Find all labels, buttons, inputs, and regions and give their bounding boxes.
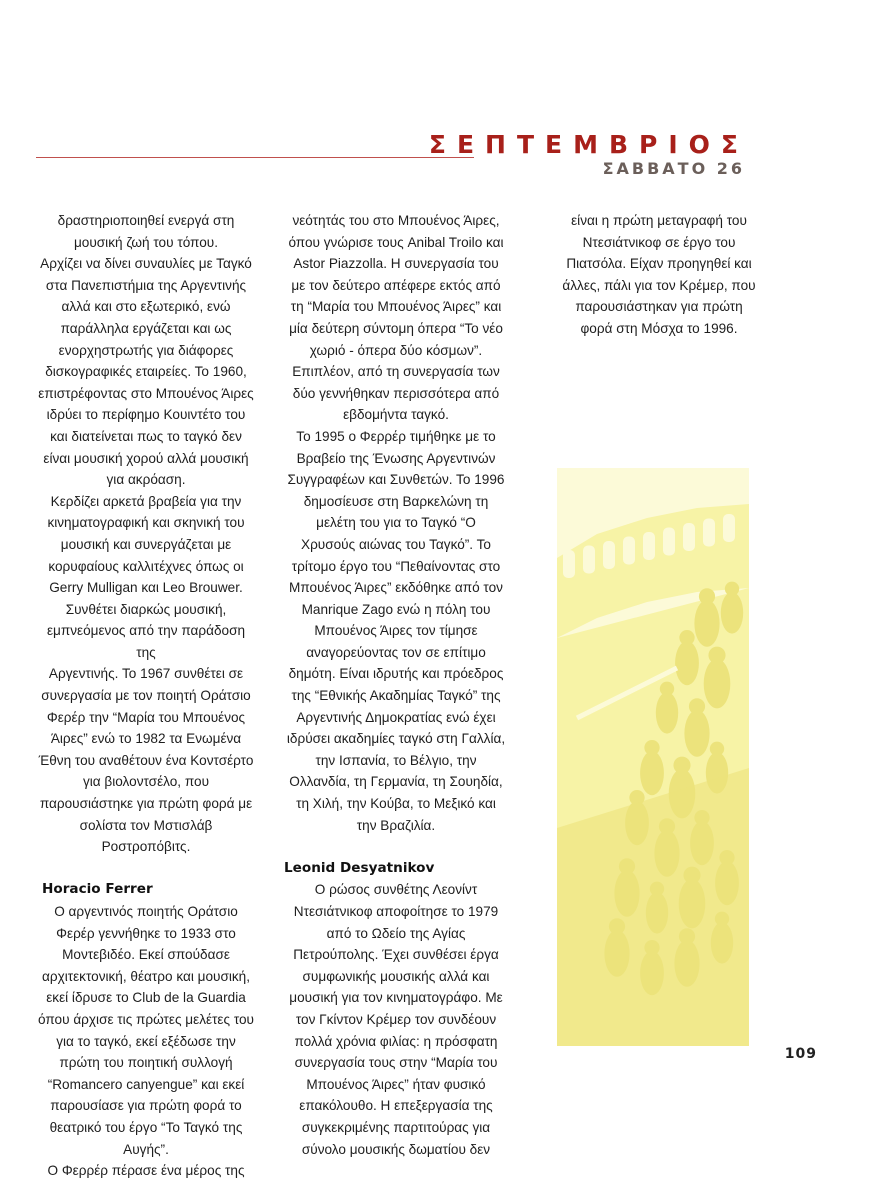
tinted-photo-illustration	[557, 468, 749, 1046]
text-line: Το 1995 ο Φερρέρ τιμήθηκε με το	[296, 428, 496, 444]
text-line: Ντεσιάτνικοφ αποφοίτησε το 1979	[293, 904, 499, 919]
text-line: δύο γεννήθηκαν περισσότερα από	[292, 385, 500, 401]
text-line: δημότη. Είναι ιδρυτής και πρόεδρος	[288, 666, 504, 682]
text-line: τη “Μαρία του Μπουένος Άιρες” και	[290, 299, 502, 315]
text-line: Μπουένος Άιρες τον τίμησε	[314, 623, 478, 639]
heading-leonid-desyatnikov: Leonid Desyatnikov	[284, 859, 435, 876]
text-line: Πετρούπολης. Έχει συνθέσει έργα	[293, 947, 499, 963]
photo-figure-body	[694, 600, 719, 647]
text-line: Μοντεβιδέο. Εκεί σπούδασε	[62, 947, 230, 963]
photo-arch-block	[583, 546, 595, 574]
text-line: συγκεκριμένης παρτιτούρας για	[301, 1119, 491, 1135]
text-line: Ο ρώσος συνθέτης Λεονίντ	[314, 882, 478, 898]
text-line: όπου γνώρισε τους Anibal Troilo και	[288, 234, 504, 250]
tango-photo-image	[557, 468, 749, 1046]
text-line: Manrique Zago ενώ η πόλη του	[301, 601, 491, 617]
text-line: με τον δεύτερο απέφερε εκτός από	[291, 277, 501, 293]
text-line: “Romancero canyengue” και εκεί	[47, 1076, 245, 1092]
text-line: Ολλανδία, τη Γερμανία, τη Σουηδία,	[289, 774, 503, 790]
text-line: τον Γκίντον Κρέμερ τον συνδέουν	[295, 1011, 497, 1027]
text-line: εμπνεόμενος από την παράδοση της	[46, 623, 246, 660]
text-line: για βιολοντσέλο, που	[82, 774, 210, 790]
text-line: Ντεσιάτνικοφ σε έργο του	[582, 234, 736, 250]
text-column-1	[37, 210, 255, 1182]
text-line: συνεργασία τους στην “Μαρία του	[294, 1055, 498, 1071]
text-line: ιδρύσει ακαδημίες ταγκό στη Γαλλία,	[286, 731, 506, 747]
photo-figure-body	[675, 641, 699, 685]
photo-figure-body	[721, 592, 743, 634]
text-line: Ροστροπόβιτς.	[101, 839, 191, 855]
text-line: Χρυσούς αιώνας του Ταγκό”. Το	[301, 536, 491, 552]
text-line: Ο αργεντινός ποιητής Οράτσιο	[54, 904, 238, 919]
text-line: και διατείνεται πως το ταγκό δεν	[50, 428, 242, 444]
text-line: από το Ωδείο της Αγίας	[326, 925, 466, 941]
text-line: φορά στη Μόσχα το 1996.	[580, 320, 738, 336]
text-line: ιδρύει το περίφημο Κουιντέτο του	[46, 407, 246, 423]
text-line: δισκογραφικές εταιρείες. Το 1960,	[45, 364, 247, 380]
text-line: δημοσίευσε στη Βαρκελώνη τη	[303, 493, 489, 509]
text-line: πολλά χρόνια φιλίας: η πρόσφατη	[294, 1033, 498, 1049]
text-line: Μπουένος Άιρες” ήταν φυσικό	[306, 1076, 486, 1092]
text-line: Ο Φερρέρ πέρασε ένα μέρος της	[47, 1163, 245, 1179]
text-column-3	[557, 210, 761, 340]
text-line: μουσική για τον κινηματογράφο. Με	[289, 990, 503, 1006]
text-line: δραστηριοποιηθεί ενεργά στη	[57, 213, 235, 228]
text-line: τρίτομο έργο του “Πεθαίνοντας στο	[291, 558, 501, 574]
text-line: μουσική ζωή του τόπου.	[73, 234, 219, 250]
text-line: Άιρες” ενώ το 1982 τα Ενωμένα	[50, 731, 242, 747]
text-line: συμφωνικής μουσικής αλλά και	[302, 968, 490, 984]
text-line: αλλά και στο εξωτερικό, ενώ	[61, 299, 231, 315]
photo-arch-block	[723, 514, 735, 542]
text-line: Αυγής”.	[123, 1141, 169, 1157]
text-line: όπου άρχισε τις πρώτες μελέτες του	[38, 1011, 254, 1027]
text-line: εκεί ίδρυσε το Club de la Guardia	[46, 990, 246, 1006]
text-line: παράλληλα εργάζεται και ως	[60, 320, 232, 336]
photo-arch-block	[563, 550, 575, 578]
text-line: στα Πανεπιστήμια της Αργεντινής	[45, 277, 247, 293]
text-line: Αρχίζει να δίνει συναυλίες με Ταγκό	[40, 256, 252, 272]
column-1-body	[37, 210, 255, 858]
text-line: σολίστα τον Μστισλάβ	[79, 817, 213, 833]
text-line: χωριό - όπερα δύο κόσμων”.	[309, 342, 483, 358]
photo-arch-block	[623, 537, 635, 565]
photo-arch-block	[643, 532, 655, 560]
text-line: σύνολο μουσικής δωματίου δεν	[301, 1141, 491, 1157]
text-line: της “Εθνικής Ακαδημίας Ταγκό” της	[291, 688, 501, 704]
photo-arch-block	[683, 523, 695, 551]
column-3-body	[557, 210, 761, 340]
text-line: Αργεντινής Δημοκρατίας ενώ έχει	[296, 709, 496, 725]
month-title: ΣΕΠΤΕΜΒΡΙΟΣ	[428, 130, 749, 159]
text-line: Επιπλέον, από τη συνεργασία των	[292, 364, 500, 380]
text-line: Φερέρ γεννήθηκε το 1933 στο	[56, 925, 236, 941]
text-line: πρώτη του ποιητική συλλογή	[59, 1055, 233, 1071]
text-line: αρχιτεκτονική, θέατρο και μουσική,	[41, 968, 250, 984]
text-line: είναι η πρώτη μεταγραφή του	[571, 213, 747, 228]
text-line: Πιατσόλα. Είχαν προηγηθεί και	[566, 256, 752, 272]
text-line: την Ισπανία, το Βέλγιο, την	[315, 752, 477, 768]
text-line: παρουσίασε για πρώτη φορά το	[50, 1098, 242, 1114]
photo-figure-body	[640, 751, 664, 795]
text-line: Συγγραφέων και Συνθετών. Το 1996	[287, 472, 505, 488]
text-line: θεατρικό του έργο “Το Ταγκό της	[49, 1119, 243, 1135]
text-line: είναι μουσική χορού αλλά μουσική	[43, 450, 249, 466]
photo-arch-block	[703, 519, 715, 547]
text-line: επιστρέφοντας στο Μπουένος Άιρες	[38, 385, 254, 401]
text-line: επακόλουθο. Η επεξεργασία της	[299, 1098, 493, 1114]
text-line: Συνθέτει διαρκώς μουσική,	[65, 601, 227, 617]
text-line: μελέτη του για το Ταγκό “Ο	[316, 515, 476, 531]
text-line: ενορχηστρωτής για διάφορες	[58, 342, 234, 358]
photo-arch-block	[603, 541, 615, 569]
text-line: Gerry Mulligan και Leo Brouwer.	[49, 580, 243, 596]
text-line: Astor Piazzolla. Η συνεργασία του	[293, 256, 499, 272]
text-line: την Βραζιλία.	[356, 817, 436, 833]
photo-figure-body	[704, 659, 731, 708]
text-line: για το ταγκό, εκεί εξέδωσε την	[56, 1033, 236, 1049]
heading-horacio-ferrer: Horacio Ferrer	[42, 881, 153, 898]
text-line: Βραβείο της Ένωσης Αργεντινών	[296, 450, 496, 466]
text-line: Κερδίζει αρκετά βραβεία για την	[50, 493, 242, 509]
text-line: παρουσιάστηκε για πρώτη φορά με	[39, 796, 253, 812]
text-line: παρουσιάστηκαν για πρώτη	[575, 299, 743, 315]
text-line: νεότητάς του στο Μπουένος Άιρες,	[292, 213, 500, 228]
photo-figure-body	[684, 710, 709, 757]
text-line: μία δεύτερη σύντομη όπερα “Το νέο	[289, 320, 503, 336]
text-line: μουσική και συνεργάζεται με	[60, 536, 232, 552]
photo-figure-body	[656, 692, 678, 734]
text-line: Αργεντινής. Το 1967 συνθέτει σε	[48, 666, 244, 682]
text-line: αναγορεύοντας τον σε επίτιμο	[306, 644, 486, 660]
text-line: κινηματογραφική και σκηνική του	[47, 515, 245, 531]
column-1-body-2	[37, 901, 255, 1182]
text-line: κορυφαίους καλλιτέχνες όπως οι	[48, 558, 244, 574]
column-2-body	[284, 210, 508, 836]
text-line: Έθνη του αναθέτουν ένα Κοντσέρτο	[38, 752, 254, 768]
text-line: άλλες, πάλι για τον Κρέμερ, που	[562, 277, 756, 293]
text-line: Μπουένος Άιρες” εκδόθηκε από τον	[289, 580, 503, 596]
day-subtitle: ΣΑΒΒΑΤΟ 26	[602, 159, 745, 178]
photo-arch-block	[663, 528, 675, 556]
text-line: για ακρόαση.	[106, 472, 186, 488]
text-line: τη Χιλή, την Κούβα, το Μεξικό και	[296, 796, 496, 812]
header-rule	[36, 157, 474, 158]
column-2-body-2	[284, 879, 508, 1160]
text-line: Φερέρ την “Μαρία του Μπουένος	[46, 709, 246, 725]
text-line: συνεργασία με τον ποιητή Οράτσιο	[41, 688, 251, 704]
text-line: εβδομήντα ταγκό.	[343, 407, 449, 423]
text-column-2	[284, 210, 508, 1160]
page-number: 109	[784, 1046, 817, 1062]
